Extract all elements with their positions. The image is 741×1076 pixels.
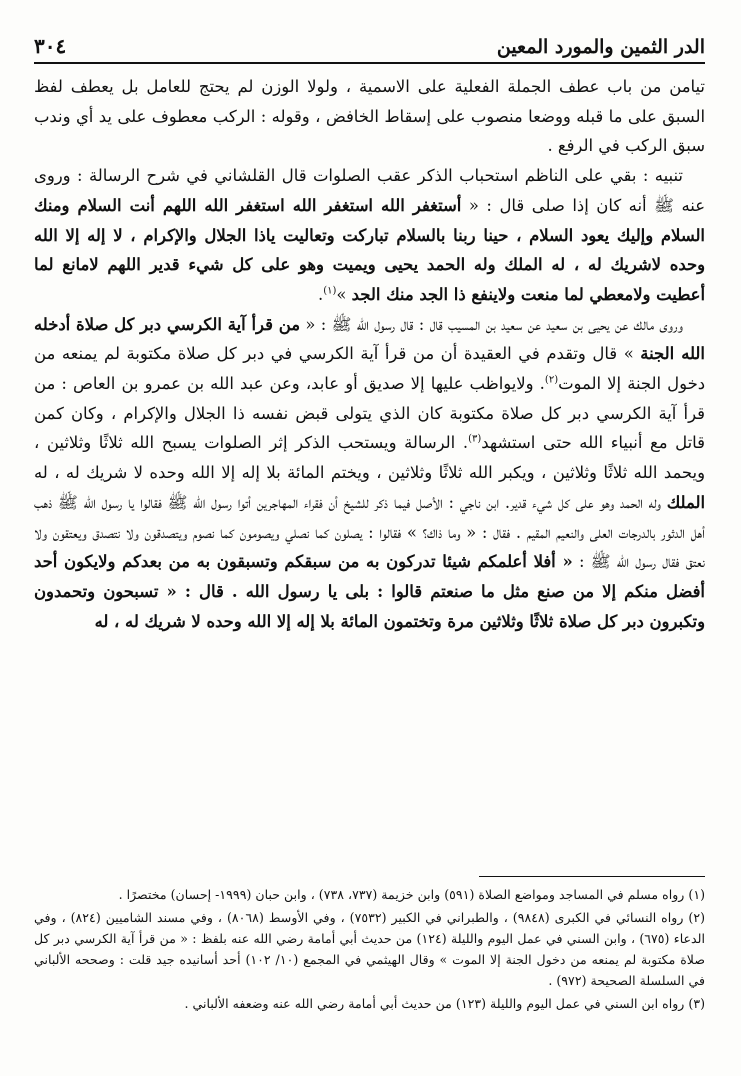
footnote-1: (١) رواه مسلم في المساجد ومواضع الصلاة (٥٩١) وابن خزيمة (٧٣٧، ٧٣٨) ، وابن حبان (١٩٩٩- إحسان) مختصرًا . (118, 887, 705, 902)
footnote-separator (479, 876, 705, 877)
page-header (34, 28, 705, 64)
hadith-text-1: أستغفر الله استغفر الله استغفر الله اللهم أنت السلام ومنك السلام وإليك يعود السلام ، حينا ربنا بالسلام تباركت وتعاليت ياذا الجلال والإكرام ، لا إله إلا الله وحده لاشريك له ، له الملك وله الحمد يحيى ويميت وهو على كل شيء قدير اللهم لامانع لما أعطيت ولامعطي لما منعت ولاينفع ذا الجد منك الجد (34, 195, 705, 304)
paragraph-3 (34, 310, 705, 637)
footnote-2: (٢) رواه النسائي في الكبرى (٩٨٤٨) ، والطبراني في الكبير (٧٥٣٢) ، وفي الأوسط (٨٠٦٨) ، وفي مسند الشاميين (٨٢٤) ، وفي الدعاء (٦٧٥) ، وابن السني في عمل اليوم والليلة (١٢٤) من حديث أبي أمامة رضي الله عنه بلفظ : « من قرأ آية الكرسي دبر كل صلاة مكتوبة لم يمنعه من دخول الجنة إلا الموت » وقال الهيثمي في المجمع (١٠/ ١٠٢) أحد أسانيده جيد قلت : وصححه الألباني في السلسلة الصحيحة (٩٧٢) . (34, 910, 706, 988)
paragraph-3-part-e: وله الحمد وهو على كل شيء قدير. ابن ناجي : الأصل فيما ذكر للشيخ أن فقراء المهاجرين أتوا رسول الله ﷺ فقالوا يا رسول الله ﷺ ذهب أهل الدثور بالدرجات العلى والنعيم المقيم . فقال : « وما ذاك؟ » فقالوا : يصلون كما نصلي ويصومون كما نصوم ويتصدقون ولا نتصدق ويعتقون ولا نعتق فقال رسول الله ﷺ : (34, 492, 705, 572)
paragraph-3-part-a: وروى مالك عن يحيى بن سعيد عن سعيد بن المسيب قال : قال رسول الله ﷺ : « (300, 314, 683, 334)
main-text (34, 72, 705, 636)
paragraph-2-intro: تنبيه : بقي على الناظم استحباب الذكر عقب الصلوات قال القلشاني في شرح الرسالة : وروى عنه ﷺ أنه كان إذا صلى قال : « (34, 166, 705, 215)
footnote-ref-1[interactable]: (١) (323, 285, 337, 297)
footnote-3: (٣) رواه ابن السني في عمل اليوم والليلة (١٢٣) من حديث أبي أمامة رضي الله عنه وضعفه الألباني . (184, 996, 705, 1011)
hadith-text-3: « أفلا أعلمكم شيئا تدركون به من سبقكم وتسبقون به من بعدكم ولايكون أحد أفضل منكم إلا من صنع مثل ما صنعتم قالوا : بلى يا رسول الله . قال : « تسبحون وتحمدون وتكبرون دبر كل صلاة ثلاثًا وثلاثين مرة وتختمون المائة بلا إله إلا الله وحده لا شريك له ، له (34, 552, 705, 631)
footnote-ref-3[interactable]: (٣) (468, 433, 482, 445)
quote-close: » (336, 284, 352, 304)
paragraph-2: تنبيه : بقي على الناظم استحباب الذكر عقب الصلوات قال القلشاني في شرح الرسالة : وروى عنه ﷺ أنه كان إذا صلى قال : « أستغفر الله استغفر الله استغفر الله اللهم أنت السلام ومنك السلام وإليك يعود السلام ، حينا ربنا بالسلام تباركت وتعاليت ياذا الجلال والإكرام ، لا إله إلا الله وحده لاشريك له ، له الملك وله الحمد يحيى ويميت وهو على كل شيء قدير اللهم لامانع لما أعطيت ولامعطي لما منعت ولاينفع ذا الجد منك الجد »$^{(١)}$. (34, 166, 705, 304)
hadith-text-2: من قرأ آية الكرسي دبر كل صلاة أدخله الله الجنة (34, 314, 705, 364)
paragraph-3-part-b: » قال وتقدم في العقيدة أن من قرأ آية الكرسي في دبر كل صلاة مكتوبة لم يمنعه من دخول الجنة إلا الموت (34, 344, 705, 394)
footnotes (34, 884, 705, 1016)
paragraph-3-part-d: . الرسالة ويستحب الذكر إثر الصلوات يسبح الله ثلاثًا وثلاثين ، ويحمد الله ثلاثًا وثلاثين ، ويكبر الله ثلاثًا وثلاثين ، ويختم المائة بلا إله إلا الله وحده لا شريك له ، له (34, 433, 705, 483)
paragraph-1: تيامن من باب عطف الجملة الفعلية على الاسمية ، ولولا الوزن لم يحتج للعامل بل يعطف لفظ السبق على ما قبله ووضعا منصوب على إسقاط الخافض ، وقوله : الركب معطوف على يد أي وندب سبق الركب في الرفع . (34, 77, 705, 156)
page-number: ٣٠٤ (34, 34, 67, 58)
bold-word-malik: الملك (666, 492, 705, 512)
footnote-ref-2[interactable]: (٢) (544, 374, 559, 386)
paragraph-3-part-c: . ولايواظب عليها إلا صديق أو عابد، وعن عبد الله بن عمرو بن العاص : من قرأ آية الكرسي دبر كل صلاة مكتوبة كان الذي يتولى قبض نفسه ذا الجلال والإكرام ، وكان كمن قاتل مع أنبياء الله حتى استشهد (34, 374, 705, 453)
running-title: الدر الثمين والمورد المعين (496, 36, 705, 58)
